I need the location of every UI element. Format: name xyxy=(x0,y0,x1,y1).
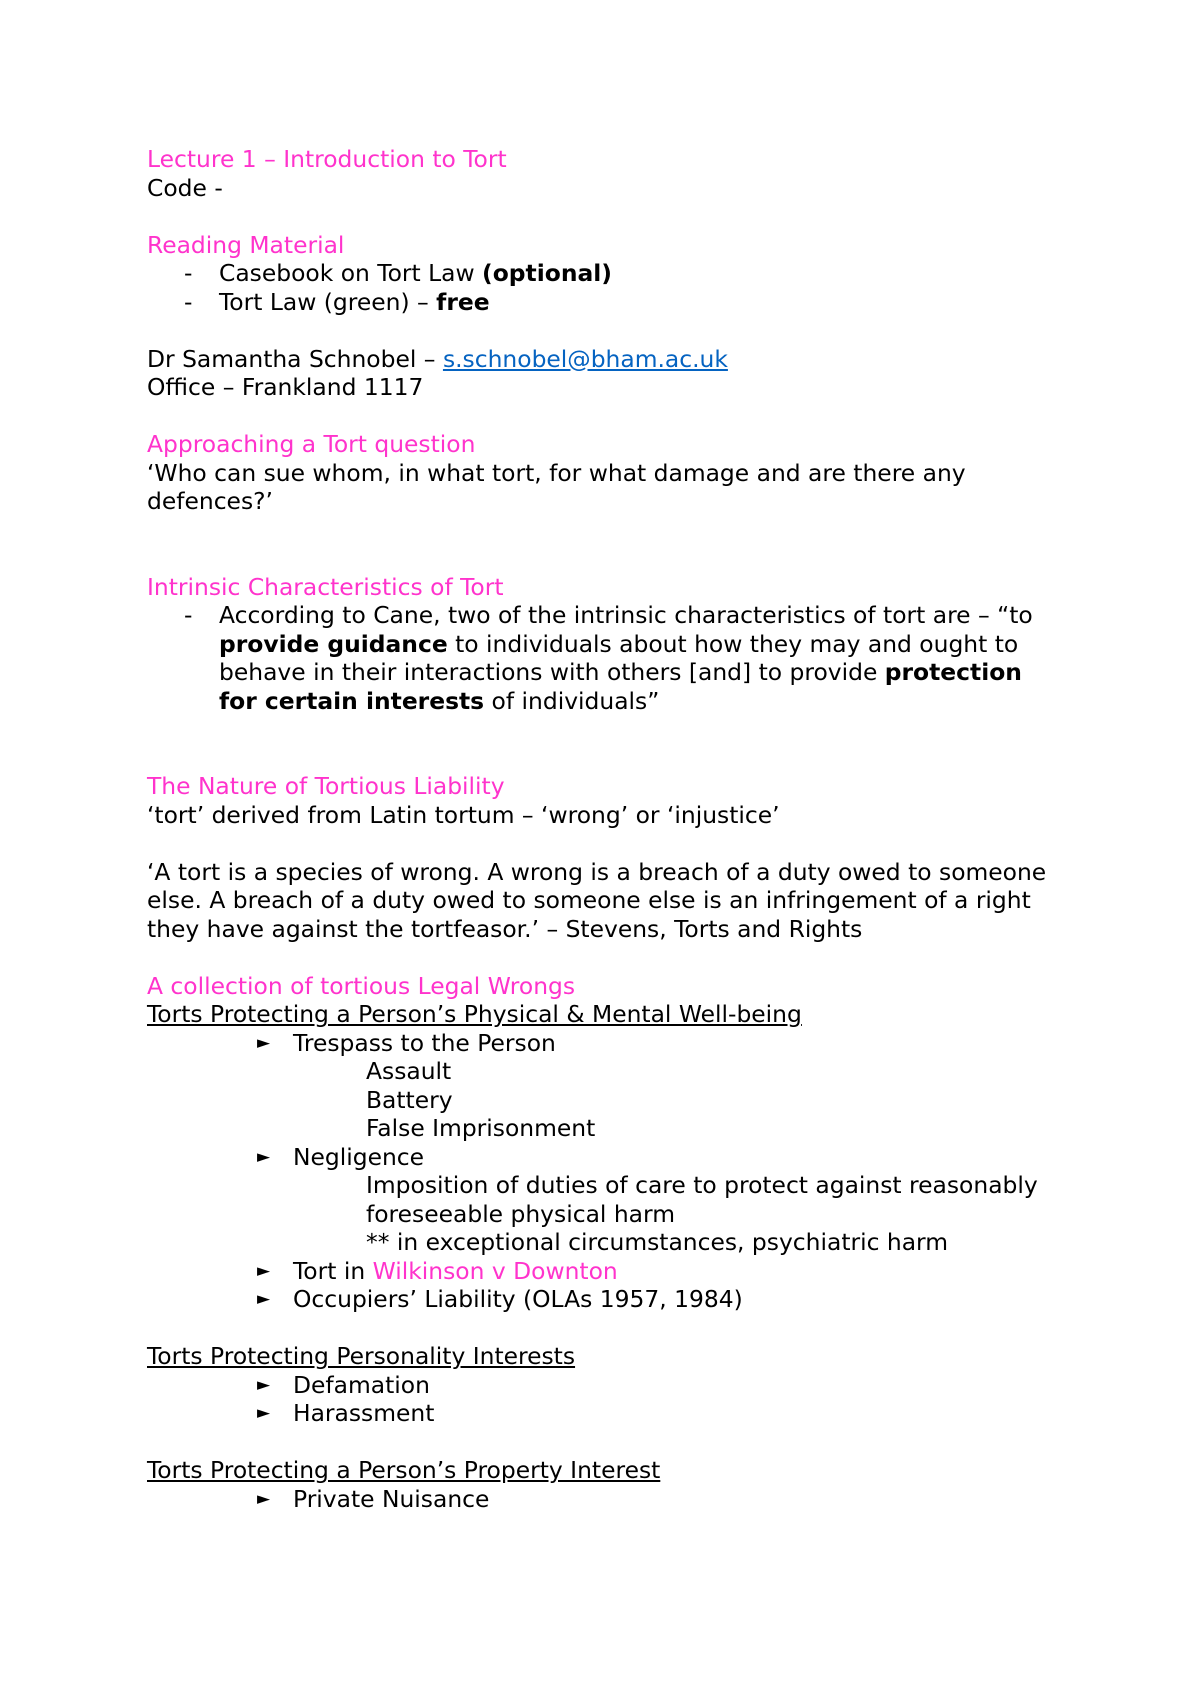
triangle-bullet-icon: ► xyxy=(257,1403,271,1423)
approach-quote: ‘Who can sue whom, in what tort, for what damage and are there any defences?’ xyxy=(147,458,966,515)
page-title: Lecture 1 – Introduction to Tort xyxy=(147,145,507,173)
code-label: Code - xyxy=(147,173,223,202)
intrinsic-heading: Intrinsic Characteristics of Tort xyxy=(147,572,504,601)
case-name: Wilkinson v Downton xyxy=(372,1256,618,1285)
collection-heading: A collection of tortious Legal Wrongs xyxy=(147,971,576,1000)
email-link[interactable]: s.schnobel@bham.ac.uk xyxy=(442,344,728,373)
list-item: ► Negligence Imposition of duties of care to protect against reasonably foreseeable physical harm ** in exceptional circumstances, psychiatric harm xyxy=(147,1143,1067,1257)
triangle-bullet-icon: ► xyxy=(257,1032,271,1053)
list-item: ► Defamation xyxy=(257,1370,430,1399)
physical-heading: Torts Protecting a Person’s Physical & Mental Well-being xyxy=(147,1000,802,1028)
list-item: - Casebook on Tort Law (optional) xyxy=(184,259,612,287)
personality-heading: Torts Protecting Personality Interests xyxy=(147,1342,576,1370)
lecturer-line: Dr Samantha Schnobel – s.schnobel@bham.ac.uk xyxy=(147,344,728,373)
list-item: ► Trespass to the Person Assault Battery False Imprisonment xyxy=(147,1029,1067,1143)
triangle-bullet-icon: ► xyxy=(257,1488,271,1509)
dash-icon: - xyxy=(184,287,193,316)
physical-list xyxy=(147,1029,1067,1314)
intrinsic-list xyxy=(147,601,1067,715)
sub-item: False Imprisonment xyxy=(366,1114,596,1142)
dash-icon: - xyxy=(184,601,193,629)
property-list xyxy=(147,1485,1067,1514)
property-heading: Torts Protecting a Person’s Property Interest xyxy=(147,1456,661,1484)
office-line: Office – Frankland 1117 xyxy=(147,373,424,401)
sub-item: Battery xyxy=(366,1085,453,1114)
triangle-bullet-icon: ► xyxy=(257,1146,271,1167)
stevens-quote: ‘A tort is a species of wrong. A wrong is a breach of a duty owed to someone else. A breach of a duty owed to someone else is an infringement of a right they have against the tortfeasor.’ – Stevens, Torts and Rights xyxy=(147,857,1047,943)
list-item: ► Private Nuisance xyxy=(257,1484,490,1513)
sub-item: Imposition of duties of care to protect against reasonably foreseeable physical harm xyxy=(366,1171,1038,1228)
list-item: ► Tort in Wilkinson v Downton xyxy=(257,1256,618,1285)
triangle-bullet-icon: ► xyxy=(257,1289,271,1309)
dash-icon: - xyxy=(184,259,193,287)
nature-line: ‘tort’ derived from Latin tortum – ‘wrong’ or ‘injustice’ xyxy=(147,800,780,829)
sub-item: ** in exceptional circumstances, psychiatric harm xyxy=(366,1228,949,1256)
list-item: - Tort Law (green) – free xyxy=(184,287,490,316)
sub-item: Assault xyxy=(366,1057,452,1085)
approach-heading: Approaching a Tort question xyxy=(147,430,476,458)
nature-heading: The Nature of Tortious Liability xyxy=(147,772,505,800)
triangle-bullet-icon: ► xyxy=(257,1260,271,1281)
list-item: - According to Cane, two of the intrinsic characteristics of tort are – “to provide guidance to individuals about how they may and ought to behave in their interactions with others [and] to provide protection for certain interests of individuals” xyxy=(184,601,1033,715)
reading-heading: Reading Material xyxy=(147,230,345,259)
personality-list xyxy=(147,1371,1067,1428)
list-item: ► Occupiers’ Liability (OLAs 1957, 1984) xyxy=(257,1285,743,1313)
triangle-bullet-icon: ► xyxy=(257,1374,271,1395)
document-body xyxy=(147,145,1067,1513)
list-item: ► Harassment xyxy=(257,1399,435,1427)
reading-list xyxy=(147,259,1067,316)
